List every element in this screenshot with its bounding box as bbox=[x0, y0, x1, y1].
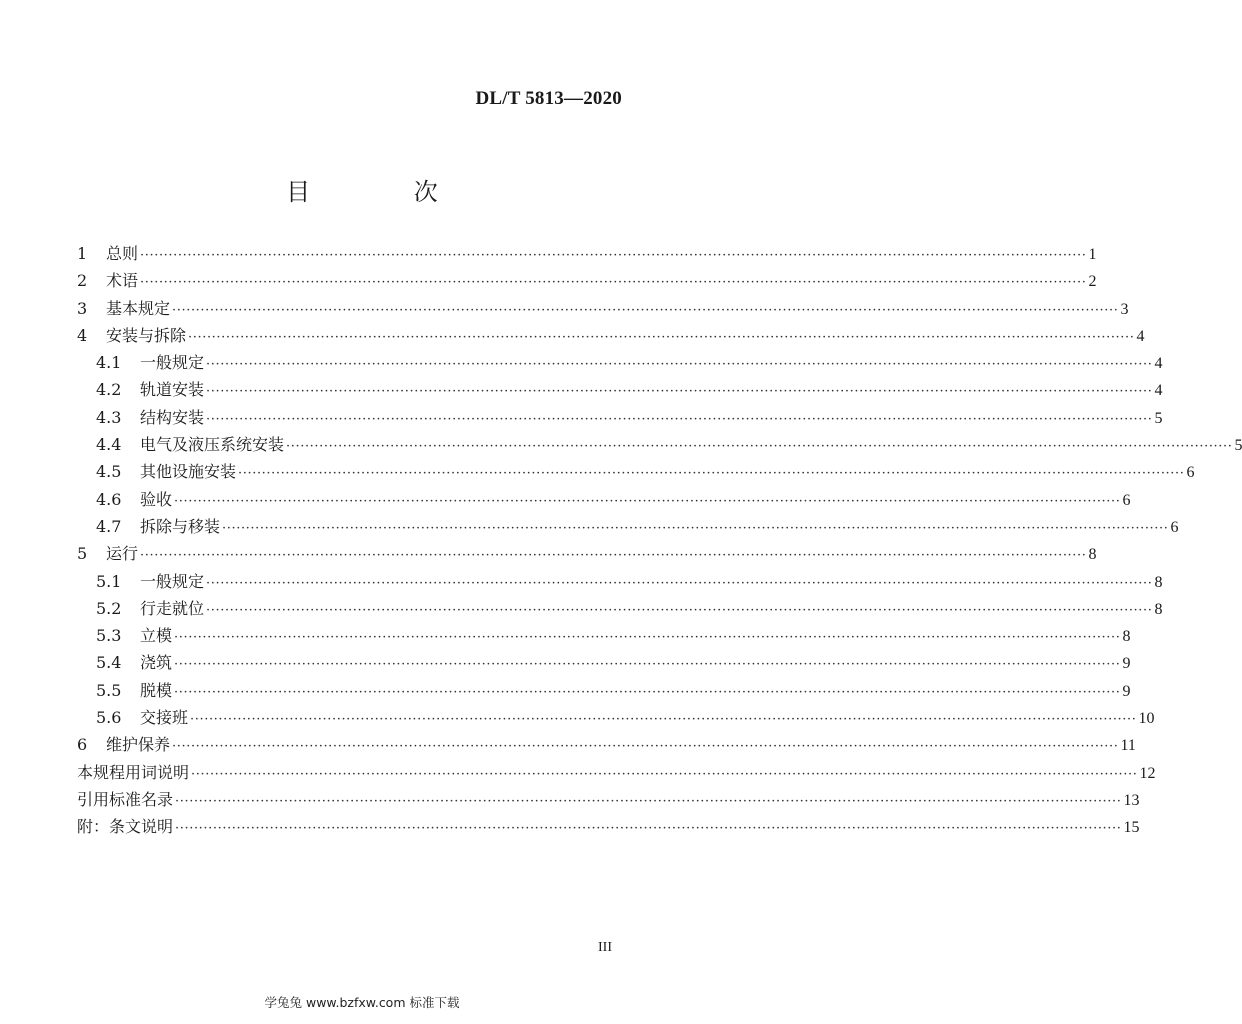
toc-entry-page: 4 bbox=[1154, 382, 1163, 400]
toc-entry-label: 安装与拆除 bbox=[106, 325, 187, 345]
toc-entry-number: 4.2 bbox=[96, 380, 122, 400]
toc-entry-number: 4 bbox=[77, 325, 88, 345]
toc-entry-number: 4.6 bbox=[96, 489, 122, 509]
dot-leader: ········································································································································································································ bbox=[174, 684, 1121, 700]
toc-entry-label: 术语 bbox=[106, 271, 139, 291]
page-number: III bbox=[598, 940, 612, 955]
toc-entry-label: 引用标准名录 bbox=[77, 789, 174, 809]
toc-entry-page: 2 bbox=[1088, 273, 1097, 291]
toc-entry[interactable] bbox=[77, 813, 1140, 840]
toc-entry-number: 5.3 bbox=[96, 626, 122, 646]
dot-leader: ········································································································································································································ bbox=[206, 602, 1153, 618]
toc-entry-number: 5.6 bbox=[96, 708, 122, 728]
dot-leader: ········································································································································································································ bbox=[174, 493, 1121, 509]
toc-entry-label: 附：条文说明 bbox=[77, 817, 174, 837]
toc-entry[interactable] bbox=[77, 404, 1163, 431]
dot-leader: ········································································································································································································ bbox=[206, 357, 1153, 373]
dot-leader: ········································································································································································································ bbox=[140, 275, 1087, 291]
toc-entry-page: 9 bbox=[1122, 682, 1131, 700]
dot-leader: ········································································································································································································ bbox=[206, 384, 1153, 400]
toc-entry-label: 电气及液压系统安装 bbox=[140, 435, 285, 455]
toc-entry[interactable] bbox=[77, 431, 1242, 458]
dot-leader: ········································································································································································································ bbox=[222, 520, 1169, 536]
toc-entry[interactable] bbox=[77, 540, 1097, 567]
toc-entry-page: 6 bbox=[1170, 518, 1179, 536]
dot-leader: ········································································································································································································ bbox=[238, 466, 1185, 482]
toc-entry[interactable] bbox=[77, 786, 1140, 813]
dot-leader: ········································································································································································································ bbox=[172, 739, 1119, 755]
toc-entry-label: 脱模 bbox=[140, 680, 173, 700]
toc-entry-number: 5.2 bbox=[96, 598, 122, 618]
toc-entry-number: 4.7 bbox=[96, 516, 122, 536]
toc-entry-number: 2 bbox=[77, 271, 88, 291]
toc-entry-label: 验收 bbox=[140, 489, 173, 509]
toc-entry-label: 立模 bbox=[140, 626, 173, 646]
dot-leader: ········································································································································································································ bbox=[172, 302, 1119, 318]
toc-entry-label: 本规程用词说明 bbox=[77, 762, 190, 782]
toc-entry-label: 行走就位 bbox=[140, 598, 205, 618]
toc-entry[interactable] bbox=[77, 267, 1097, 294]
toc-entry-number: 4.4 bbox=[96, 435, 122, 455]
toc-entry-label: 运行 bbox=[106, 544, 139, 564]
dot-leader: ········································································································································································································ bbox=[286, 439, 1233, 455]
toc-entry[interactable] bbox=[77, 622, 1131, 649]
toc-entry-label: 一般规定 bbox=[140, 571, 205, 591]
toc-entry[interactable] bbox=[77, 677, 1131, 704]
toc-entry[interactable] bbox=[77, 322, 1145, 349]
dot-leader: ········································································································································································································ bbox=[206, 575, 1153, 591]
toc-entry-page: 8 bbox=[1154, 573, 1163, 591]
toc-entry-page: 8 bbox=[1154, 600, 1163, 618]
toc-entry-page: 6 bbox=[1122, 491, 1131, 509]
toc-entry-label: 其他设施安装 bbox=[140, 462, 237, 482]
toc-entry-number: 4.5 bbox=[96, 462, 122, 482]
toc-entry-label: 浇筑 bbox=[140, 653, 173, 673]
toc-entry[interactable] bbox=[77, 349, 1163, 376]
toc-entry-page: 13 bbox=[1123, 791, 1140, 809]
toc-entry-number: 6 bbox=[77, 735, 88, 755]
toc-entry-label: 一般规定 bbox=[140, 353, 205, 373]
toc-entry[interactable] bbox=[77, 759, 1156, 786]
toc-entry[interactable] bbox=[77, 595, 1163, 622]
dot-leader: ········································································································································································································ bbox=[206, 411, 1153, 427]
toc-entry-number: 1 bbox=[77, 244, 88, 263]
toc-entry-number: 4.1 bbox=[96, 353, 122, 373]
toc-entry-page: 8 bbox=[1088, 546, 1097, 564]
toc-entry-page: 5 bbox=[1154, 409, 1163, 427]
toc-entry-label: 拆除与移装 bbox=[140, 516, 221, 536]
toc-title: 目 次 bbox=[286, 178, 486, 206]
dot-leader: ········································································································································································································ bbox=[140, 248, 1087, 263]
toc-entry-page: 6 bbox=[1186, 464, 1195, 482]
toc-entry-page: 9 bbox=[1122, 655, 1131, 673]
toc-entry-number: 4.3 bbox=[96, 407, 122, 427]
dot-leader: ········································································································································································································ bbox=[175, 821, 1122, 837]
dot-leader: ········································································································································································································ bbox=[174, 630, 1121, 646]
standard-code: DL/T 5813—2020 bbox=[475, 88, 622, 109]
toc-entry-page: 15 bbox=[1123, 819, 1140, 837]
toc-entry-label: 结构安装 bbox=[140, 407, 205, 427]
toc-entry-label: 维护保养 bbox=[106, 735, 171, 755]
toc-entry[interactable] bbox=[77, 649, 1131, 676]
watermark-footer: 学兔兔 www.bzfxw.com 标准下载 bbox=[264, 995, 460, 1010]
toc-entry[interactable] bbox=[77, 486, 1131, 513]
toc-entry-page: 5 bbox=[1234, 437, 1242, 455]
toc-entry[interactable] bbox=[77, 240, 1097, 267]
toc-entry-page: 11 bbox=[1120, 737, 1136, 755]
dot-leader: ········································································································································································································ bbox=[175, 793, 1122, 809]
dot-leader: ········································································································································································································ bbox=[190, 712, 1137, 728]
toc-entry[interactable] bbox=[77, 295, 1129, 322]
toc-entry-page: 10 bbox=[1138, 710, 1155, 728]
toc-entry-page: 12 bbox=[1139, 764, 1156, 782]
dot-leader: ········································································································································································································ bbox=[174, 657, 1121, 673]
toc-entry-number: 5.5 bbox=[96, 680, 122, 700]
toc-entry[interactable] bbox=[77, 704, 1155, 731]
toc-entry[interactable] bbox=[77, 458, 1195, 485]
toc-entry-number: 5.1 bbox=[96, 571, 122, 591]
toc-entry-label: 交接班 bbox=[140, 708, 189, 728]
toc-entry-page: 1 bbox=[1088, 246, 1097, 263]
dot-leader: ········································································································································································································ bbox=[140, 548, 1087, 564]
toc-entry-number: 5.4 bbox=[96, 653, 122, 673]
toc-entry[interactable] bbox=[77, 731, 1136, 758]
toc-entry-page: 4 bbox=[1136, 327, 1145, 345]
toc-entry-label: 轨道安装 bbox=[140, 380, 205, 400]
toc-entry-label: 基本规定 bbox=[106, 298, 171, 318]
toc-entry-number: 5 bbox=[77, 544, 88, 564]
dot-leader: ········································································································································································································ bbox=[191, 766, 1138, 782]
toc-entry-number: 3 bbox=[77, 298, 88, 318]
dot-leader: ········································································································································································································ bbox=[188, 329, 1135, 345]
toc-entry[interactable] bbox=[77, 376, 1163, 403]
toc-entry-page: 3 bbox=[1120, 300, 1129, 318]
toc-entry-page: 4 bbox=[1154, 355, 1163, 373]
toc-entry[interactable] bbox=[77, 513, 1179, 540]
toc-entry[interactable] bbox=[77, 568, 1163, 595]
table-of-contents bbox=[77, 240, 1242, 841]
toc-entry-label: 总则 bbox=[106, 244, 139, 263]
toc-entry-page: 8 bbox=[1122, 628, 1131, 646]
